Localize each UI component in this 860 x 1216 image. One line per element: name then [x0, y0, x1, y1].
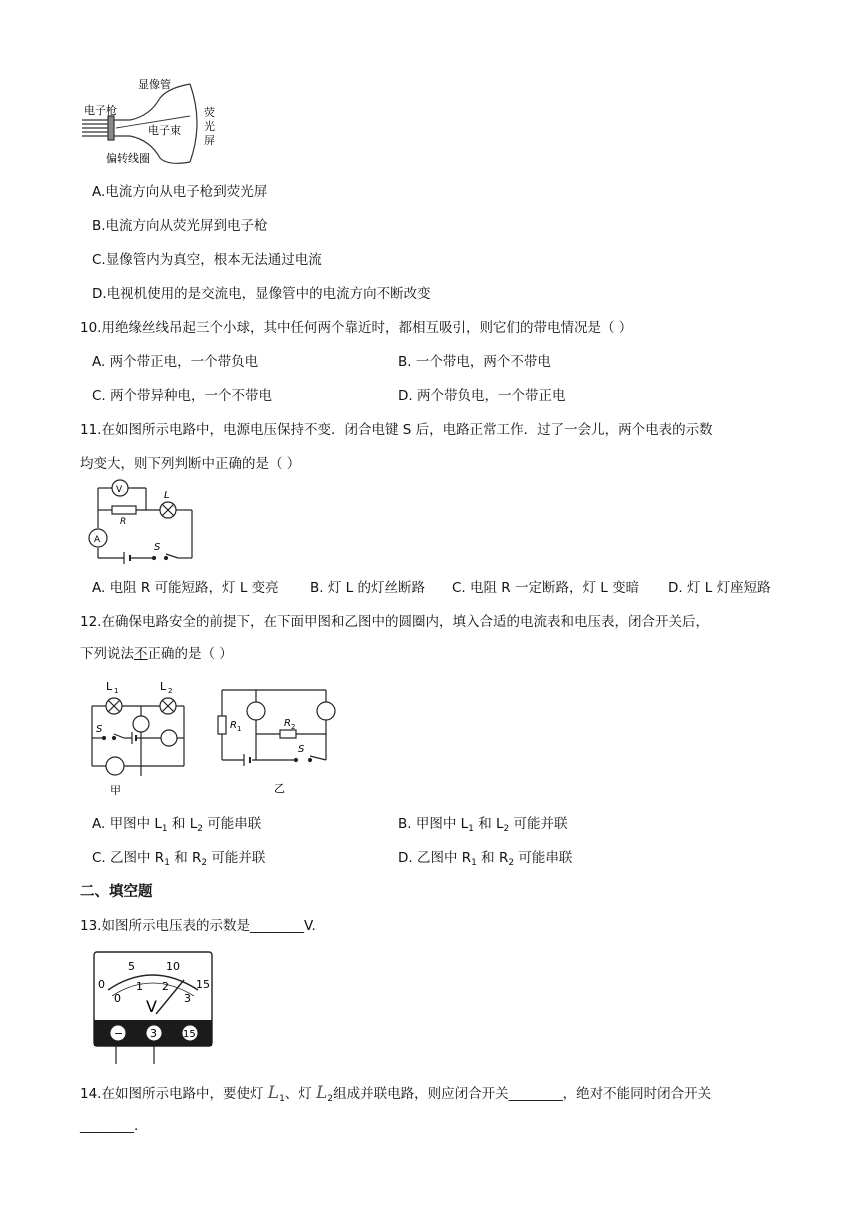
crt-label-screen-1: 荧: [204, 106, 215, 119]
q11-fig-r: R: [120, 517, 127, 527]
q12-b-sub2: 2: [503, 824, 510, 834]
q11-fig-a: A: [94, 535, 101, 545]
q14-l2-sub: 2: [327, 1094, 334, 1104]
q13-scale-top-15: 15: [196, 978, 210, 991]
q11-option-d: D. 灯 L 灯座短路: [668, 580, 771, 596]
q14-stem-mid: 、灯: [284, 1086, 317, 1102]
q12-option-a: [92, 812, 261, 834]
q11-option-b: B. 灯 L 的灯丝断路: [310, 580, 425, 596]
q12-d-sub2: 2: [508, 858, 515, 868]
q13-terminal-3: 3: [150, 1027, 157, 1040]
q9-option-d: D.电视机使用的是交流电，显像管中的电流方向不断改变: [92, 286, 431, 302]
crt-label-screen-2: 光: [204, 120, 215, 133]
q12-jia-l1-sub: 1: [114, 687, 119, 695]
crt-label-screen-3: 屏: [204, 134, 215, 147]
crt-label-coil: 偏转线圈: [106, 152, 150, 165]
q12-jia-l1-letter: L: [106, 680, 113, 693]
q12-stem-post: 正确的是（ ）: [147, 646, 233, 662]
q12-d-pre: D. 乙图中 R: [398, 850, 472, 866]
q13-scale-top-5: 5: [128, 960, 135, 973]
q12-yi-r1-letter: R: [230, 720, 237, 731]
q12-b-post: 可能并联: [509, 816, 568, 832]
q11-fig-s: S: [154, 542, 161, 553]
q12-jia-label: 甲: [110, 784, 121, 797]
q12-stem-line1: 12.在确保电路安全的前提下，在下面甲图和乙图中的圆圈内，填入合适的电流表和电压表，闭合开关后，: [80, 614, 709, 630]
q12-d-sub1: 1: [471, 858, 477, 868]
q12-d-mid: 和 R: [476, 850, 509, 866]
q12-b-mid: 和 L: [473, 816, 504, 832]
q13-scale-bottom-3: 3: [184, 992, 191, 1005]
q14-l2-letter: L: [316, 1083, 328, 1103]
q9-option-a: A.电流方向从电子枪到荧光屏: [92, 184, 268, 200]
q12-a-pre: A. 甲图中 L: [92, 816, 162, 832]
q9-option-c: C.显像管内为真空，根本无法通过电流: [92, 252, 322, 268]
q13-scale-top-0: 0: [98, 978, 105, 991]
q12-circuit-jia: [84, 676, 194, 798]
q13-scale-bottom-1: 1: [136, 980, 143, 993]
q12-c-mid: 和 R: [169, 850, 202, 866]
section-title-fill-in: 二、填空题: [80, 884, 153, 900]
q12-b-pre: B. 甲图中 L: [398, 816, 469, 832]
q12-jia-l2-sub: 2: [168, 687, 173, 695]
q12-stem-pre: 下列说法: [80, 646, 134, 662]
q12-c-post: 可能并联: [207, 850, 266, 866]
q12-option-c: [92, 846, 265, 868]
q13-terminal-15: 15: [183, 1029, 196, 1040]
q10-option-b: B. 一个带电，两个不带电: [398, 354, 551, 370]
q12-c-pre: C. 乙图中 R: [92, 850, 165, 866]
q12-circuit-yi: [214, 684, 344, 800]
q12-yi-r1-sub: 1: [237, 725, 242, 733]
q12-yi-r2-letter: R: [284, 718, 291, 729]
q12-option-d: [398, 846, 572, 868]
q12-jia-s: S: [96, 724, 103, 735]
q13-scale-bottom-2: 2: [162, 980, 169, 993]
q12-a-sub2: 2: [197, 824, 203, 834]
q12-d-post: 可能串联: [514, 850, 573, 866]
q10-option-a: A. 两个带正电，一个带负电: [92, 354, 259, 370]
q12-stem-line2: [80, 642, 233, 662]
q9-option-b: B.电流方向从荧光屏到电子枪: [92, 218, 268, 234]
q10-option-d: D. 两个带负电，一个带正电: [398, 388, 566, 404]
q14-stem-post: 组成并联电路，则应闭合开关________，绝对不能同时闭合开关: [333, 1086, 712, 1102]
q10-option-c: C. 两个带异种电，一个不带电: [92, 388, 273, 404]
q13-stem: 13.如图所示电压表的示数是________V.: [80, 918, 316, 934]
q12-c-sub2: 2: [201, 858, 208, 868]
q11-fig-l: L: [164, 490, 170, 501]
q12-option-b: [398, 812, 568, 834]
q14-l1-sub: 1: [279, 1094, 285, 1104]
crt-label-tube: 显像管: [138, 78, 171, 91]
q12-yi-r2-sub: 2: [291, 723, 296, 731]
crt-label-beam: 电子束: [148, 124, 181, 137]
q12-yi-s: S: [298, 744, 305, 755]
q13-scale-top-10: 10: [166, 960, 180, 973]
q14-stem-line1: [80, 1082, 711, 1104]
q12-c-sub1: 1: [164, 858, 170, 868]
q11-circuit-diagram: [84, 476, 204, 566]
q13-terminal-minus: −: [114, 1027, 124, 1040]
q12-a-post: 可能串联: [202, 816, 262, 832]
q11-stem-line1: 11.在如图所示电路中，电源电压保持不变．闭合电键 S 后，电路正常工作．过了一会儿，两个电表的示数: [80, 422, 713, 438]
q12-jia-l2-letter: L: [160, 680, 167, 693]
q13-unit-v: V: [146, 997, 157, 1016]
q13-scale-bottom-0: 0: [114, 992, 121, 1005]
q12-yi-label: 乙: [274, 782, 285, 795]
q11-fig-v: V: [116, 485, 123, 495]
q12-stem-not: 不: [134, 646, 148, 662]
crt-diagram: [80, 76, 222, 168]
q14-stem-line2: ________.: [80, 1118, 139, 1134]
q12-a-mid: 和 L: [167, 816, 198, 832]
crt-label-gun: 电子枪: [84, 104, 117, 117]
q11-option-c: C. 电阻 R 一定断路，灯 L 变暗: [452, 580, 640, 596]
q11-stem-line2: 均变大，则下列判断中正确的是（ ）: [80, 456, 301, 472]
q13-voltmeter-figure: [88, 948, 218, 1064]
q14-stem-pre: 14.在如图所示电路中，要使灯: [80, 1086, 268, 1102]
q14-l1-letter: L: [267, 1083, 280, 1103]
q12-b-sub1: 1: [468, 824, 474, 834]
q12-a-sub1: 1: [161, 824, 168, 834]
q10-stem: 10.用绝缘丝线吊起三个小球，其中任何两个靠近时，都相互吸引，则它们的带电情况是（ ）: [80, 320, 633, 336]
q11-option-a: A. 电阻 R 可能短路，灯 L 变亮: [92, 580, 279, 596]
